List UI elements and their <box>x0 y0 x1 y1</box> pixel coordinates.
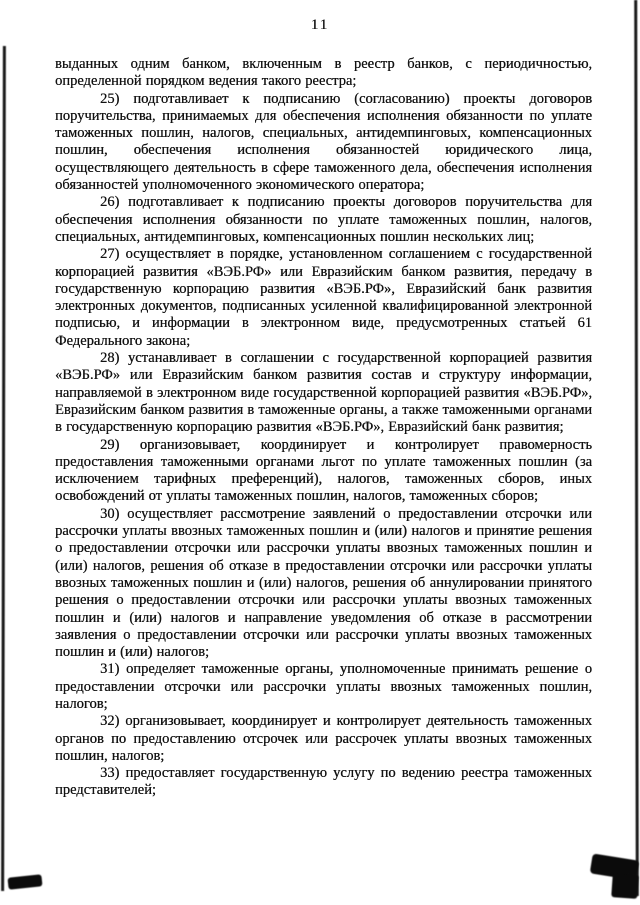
paragraph: 29) организовывает, координирует и контролирует правомерность предоставления таможенными органами льгот по уплате таможенных пошлин (за исключением тарифных преференций), налогов, таможенных сборов, иных освобождений от уплаты таможенных пошлин, налогов, таможенных сборов; <box>55 436 592 505</box>
paragraph: 30) осуществляет рассмотрение заявлений о предоставлении отсрочки или рассрочки уплаты ввозных таможенных пошлин и (или) налогов и принятие решения о предоставлении отсрочки или рассрочки уплаты ввозных таможенных пошлин и (или) налогов, решения об отказе в предоставлении отсрочки или рассрочки уплаты ввозных таможенных пошлин и (или) налогов, решения об аннулировании принятого решения о предоставлении отсрочки или рассрочки уплаты ввозных таможенных пошлин и (или) налогов и направление уведомления об отказе в рассмотрении заявления о предоставлении отсрочки или рассрочки уплаты ввозных таможенных пошлин и (или) налогов; <box>55 505 592 661</box>
document-body <box>55 56 592 800</box>
paragraph: 27) осуществляет в порядке, установленном соглашением с государственной корпорацией развития «ВЭБ.РФ» или Евразийским банком развития, передачу в государственную корпорацию развития «ВЭБ.РФ», Евразийский банк развития электронных документов, подписанных усиленной квалифицированной электронной подписью, и информации в электронном виде, предусмотренных статьей 61 Федерального закона; <box>55 246 592 349</box>
scan-artifact-left-edge <box>1 46 5 891</box>
paragraph: выданных одним банком, включенным в реестр банков, с периодичностью, определенной порядком ведения такого реестра; <box>55 56 592 90</box>
paragraph: 31) определяет таможенные органы, уполномоченные принимать решение о предоставлении отсрочки или рассрочки уплаты ввозных таможенных пошлин, налогов; <box>55 661 592 712</box>
paragraph: 26) подготавливает к подписанию проекты договоров поручительства для обеспечения исполнения обязанности по уплате таможенных пошлин, налогов, специальных, антидемпинговых, компенсационных пошлин нескольких лиц; <box>55 194 592 245</box>
paragraph: 28) устанавливает в соглашении с государственной корпорацией развития «ВЭБ.РФ» или Евразийским банком развития состав и структуру информации, направляемой в электронном виде государственной корпорацией развития «ВЭБ.РФ», Евразийским банком развития в таможенные органы, а также таможенными органами в государственную корпорацию развития «ВЭБ.РФ», Евразийский банк развития; <box>55 350 593 436</box>
page-number: 11 <box>310 17 330 33</box>
scan-artifact-bottom-left <box>7 874 42 889</box>
scan-artifact-bottom-right <box>611 873 639 899</box>
paragraph: 33) предоставляет государственную услугу по ведению реестра таможенных представителей; <box>55 765 592 799</box>
paragraph: 32) организовывает, координирует и контролирует деятельность таможенных органов по предоставлению отсрочек или рассрочек уплаты ввозных таможенных пошлин, налогов; <box>55 713 592 764</box>
paragraph: 25) подготавливает к подписанию (согласованию) проекты договоров поручительства, принимаемых для обеспечения исполнения обязанности по уплате таможенных пошлин, налогов, специальных, антидемпинговых, компенсационных пошлин, обеспечения исполнения обязанностей юридического лица, осуществляющего деятельность в сфере таможенного дела, обеспечения исполнения обязанностей уполномоченного экономического оператора; <box>55 90 592 194</box>
scan-artifact-right-edge <box>634 0 638 896</box>
